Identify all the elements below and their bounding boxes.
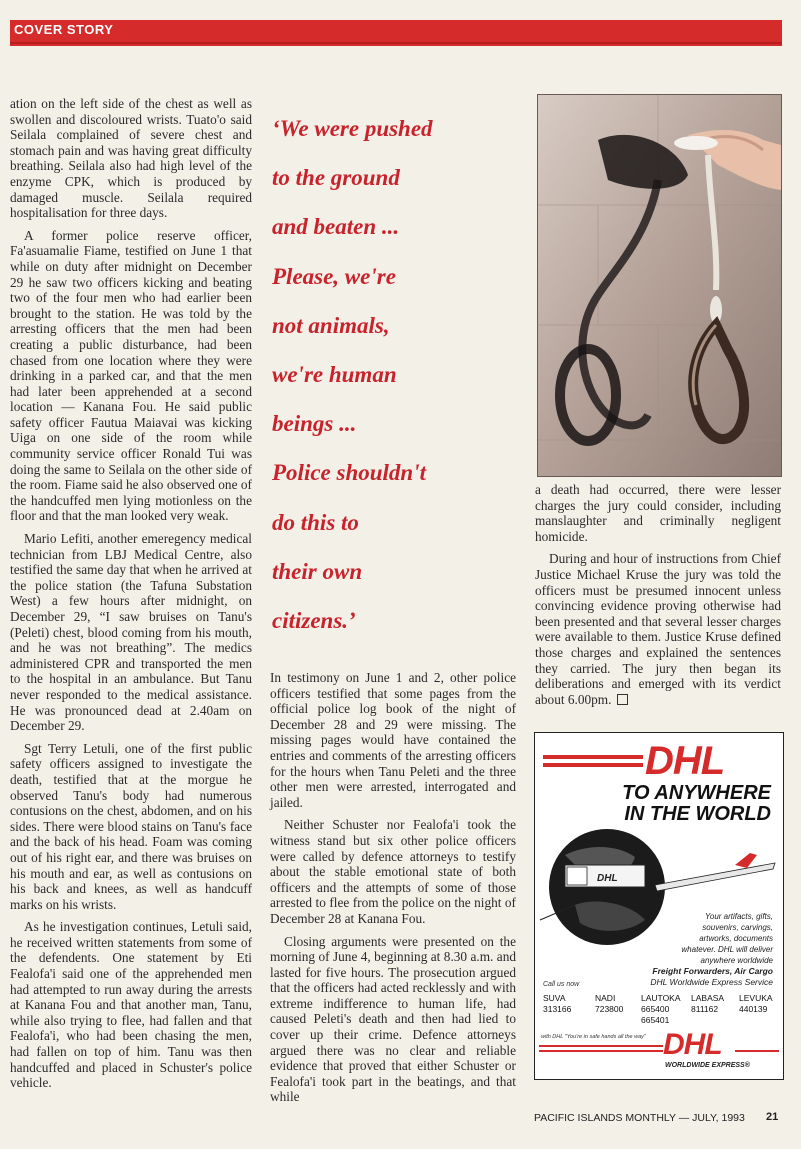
office-number: 723800 (595, 1004, 624, 1014)
ad-strap-sub: DHL Worldwide Express Service (650, 977, 773, 987)
paragraph (535, 551, 781, 707)
office-city: NADI (595, 993, 616, 1003)
footer-stripe (539, 1050, 663, 1052)
pull-quote-line: ‘We were pushed (272, 116, 433, 141)
banner-rule (10, 44, 782, 46)
ad-body (633, 911, 773, 966)
pull-quote-line: Please, we're (272, 263, 396, 289)
left-column (10, 96, 252, 1098)
office-number: 440139 (739, 1004, 768, 1014)
office-number: 665401 (641, 1015, 670, 1025)
ad-body-line: artworks, documents (699, 934, 773, 943)
pull-quote-line: do this to (272, 509, 359, 535)
dhl-advertisement (534, 732, 784, 1080)
office-number: 811162 (691, 1004, 719, 1014)
ad-strap-bold: Freight Forwarders, Air Cargo (652, 966, 773, 976)
paragraph: a death had occurred, there were lesser charges the jury could consider, including manslaughter and criminally negligent homicide. (535, 482, 781, 544)
office-lautoka (641, 993, 681, 1026)
paragraph: ation on the left side of the chest as well as swollen and discoloured wrists. Tuato'o said Seilala complained of severe chest and stomach pain and was having great difficulty breathing. Seilala also had high level of the enzyme CPK, which is produced by damaged muscle. Seilala required hospitalisation for three days. (10, 96, 252, 221)
office-suva (543, 993, 571, 1015)
pull-quote (272, 104, 522, 645)
office-number: 665400 (641, 1004, 670, 1014)
handcuffs-illustration (538, 95, 781, 476)
worldwide-express: WORLDWIDE EXPRESS® (665, 1062, 750, 1069)
middle-column (270, 670, 516, 1112)
paragraph: As he investigation continues, Letuli said, he received written statements from some of the defendents. One statement by Eti Fealofa'i said one of the apprehended men had attempted to run away during the arrests at Kanana Fou and that another man, Tanu, while also trying to flee, had fallen and that Fealofa'i, who had been chasing the men, had fallen on top of him. Tanu was then handcuffed and placed in Schuster's police vehicle. (10, 919, 252, 1091)
office-nadi (595, 993, 623, 1015)
office-city: LAUTOKA (641, 993, 681, 1003)
section-label: COVER STORY (14, 22, 114, 37)
paragraph: Sgt Terry Letuli, one of the first public safety officers assigned to investigate the death, testified that at the morgue he observed Tanu's body had numerous contusions on the chest, abdomen, and on his sides. There were blood stains on Tanu's face and the back of his head. Foam was coming out of his right ear, and there was bruises on his mouth and ear, as well as contusions on his back and knees, as well as handcuff marks on his wrists. (10, 740, 252, 912)
pull-quote-line: to the ground (272, 165, 400, 191)
pull-quote-line: we're human (272, 362, 397, 388)
page-footer: PACIFIC ISLANDS MONTHLY — JULY, 1993 (534, 1112, 745, 1124)
pull-quote-line: beings ... (272, 411, 357, 437)
office-number: 313166 (543, 1004, 572, 1014)
paragraph: In testimony on June 1 and 2, other police officers testified that some pages from the official police log book of the night of December 28 and 29 were missing. The missing pages would have contained the entries and comments of the arresting officers for the hours when Tanu Peleti and the three other men were arrested, interrogated and jailed. (270, 670, 516, 810)
office-city: SUVA (543, 993, 566, 1003)
paragraph: Neither Schuster nor Fealofa'i took the witness stand but six other police officers were called by defence attorneys to testify about the stable emotional state of both officers and the attempts of some of those arrested to flee from the police on the night of December 28 at Kanana Fou. (270, 817, 516, 926)
footer-stripe (539, 1045, 663, 1047)
call-label: Call us now (543, 981, 580, 988)
ad-tagline: with DHL "You're in safe hands all the way" (541, 1034, 646, 1040)
pull-quote-line: their own (272, 558, 363, 584)
ad-headline-line: TO ANYWHERE (622, 782, 771, 804)
paragraph-text: During and hour of instructions from Chief Justice Michael Kruse the jury was told the officers must be presumed innocent unless convincing evidence proving otherwise had been presented and that several lesser charges were available to them. Justice Kruse defined those charges and explained the sentences they carried. The jury then began its deliberations and emerged with its verdict about 6.00pm. (535, 551, 781, 707)
paragraph: A former police reserve officer, Fa'asuamalie Fiame, testified on June 1 that while on duty after midnight on December 29 he saw two officers kicking and beating two of the four men who had earlier been brought to the station. He was told by the arresting officers that the men had been creating a public disturbance, had been chased from one location where they were drinking in a parked car, and that the men had later been apprehended at a second location — Kanana Fou. He said public safety officer Fautua Maiavai was kicking Uiga on one side of the room while community service officer Ronald Tui was doing the same to Seilala on the other side of the room. Fiame said he also observed one of the handcuffed men lying motionless on the floor and that the man looked very weak. (10, 227, 252, 524)
dhl-footer-logo: DHL (663, 1028, 722, 1061)
ad-headline-line: IN THE WORLD (624, 803, 771, 825)
globe-van-label: DHL (597, 873, 618, 884)
end-of-story-mark (617, 694, 628, 705)
ad-headline (535, 783, 771, 825)
office-labasa (691, 993, 724, 1015)
paragraph: Closing arguments were presented on the morning of June 4, beginning at 8.30 a.m. and lasted for five hours. The prosecution argued that the officers had acted recklessly and with extreme indifference to human life, had caused Peleti's death and then had lied to cover up their crime. Defence attorneys argued there was no clear and reliable evidence that proved that either Schuster or Fealofa'i took part in the beatings, and that while (270, 933, 516, 1105)
ad-strap (650, 966, 773, 988)
ad-body-line: whatever. DHL will deliver (681, 945, 773, 954)
page-number: 21 (766, 1111, 779, 1123)
office-city: LABASA (691, 993, 725, 1003)
pull-quote-line: and beaten ... (272, 214, 400, 240)
office-city: LEVUKA (739, 993, 773, 1003)
handcuffs-photo (537, 94, 782, 477)
ad-body-line: souvenirs, carvings, (702, 923, 773, 932)
ad-body-line: Your artifacts, gifts, (704, 912, 773, 921)
office-levuka (739, 993, 773, 1015)
logo-stripe (543, 755, 643, 759)
footer-stripe (735, 1050, 779, 1052)
dhl-logo: DHL (645, 739, 725, 783)
ad-body-line: anywhere worldwide (700, 956, 773, 965)
pull-quote-line: Police shouldn't (272, 460, 426, 486)
right-column (535, 482, 781, 714)
section-banner (10, 20, 782, 44)
pull-quote-line: not animals, (272, 312, 390, 338)
pull-quote-line: citizens.’ (272, 608, 356, 634)
paragraph: Mario Lefiti, another emeregency medical technician from LBJ Medical Centre, also testified the same day that when he arrived at the police station (the Tafuna Substation West) a few hours after midnight, on December 29, “I saw bruises on Tanu's (Peleti) chest, blood coming from his mouth, and he was not breathing”. The medics administered CPR and transported the men to the hospital in an ambulance. But Tanu never responded to the medical assistance. He was pronounced dead at 2.40am on December 29. (10, 531, 252, 734)
logo-stripe (543, 763, 643, 767)
